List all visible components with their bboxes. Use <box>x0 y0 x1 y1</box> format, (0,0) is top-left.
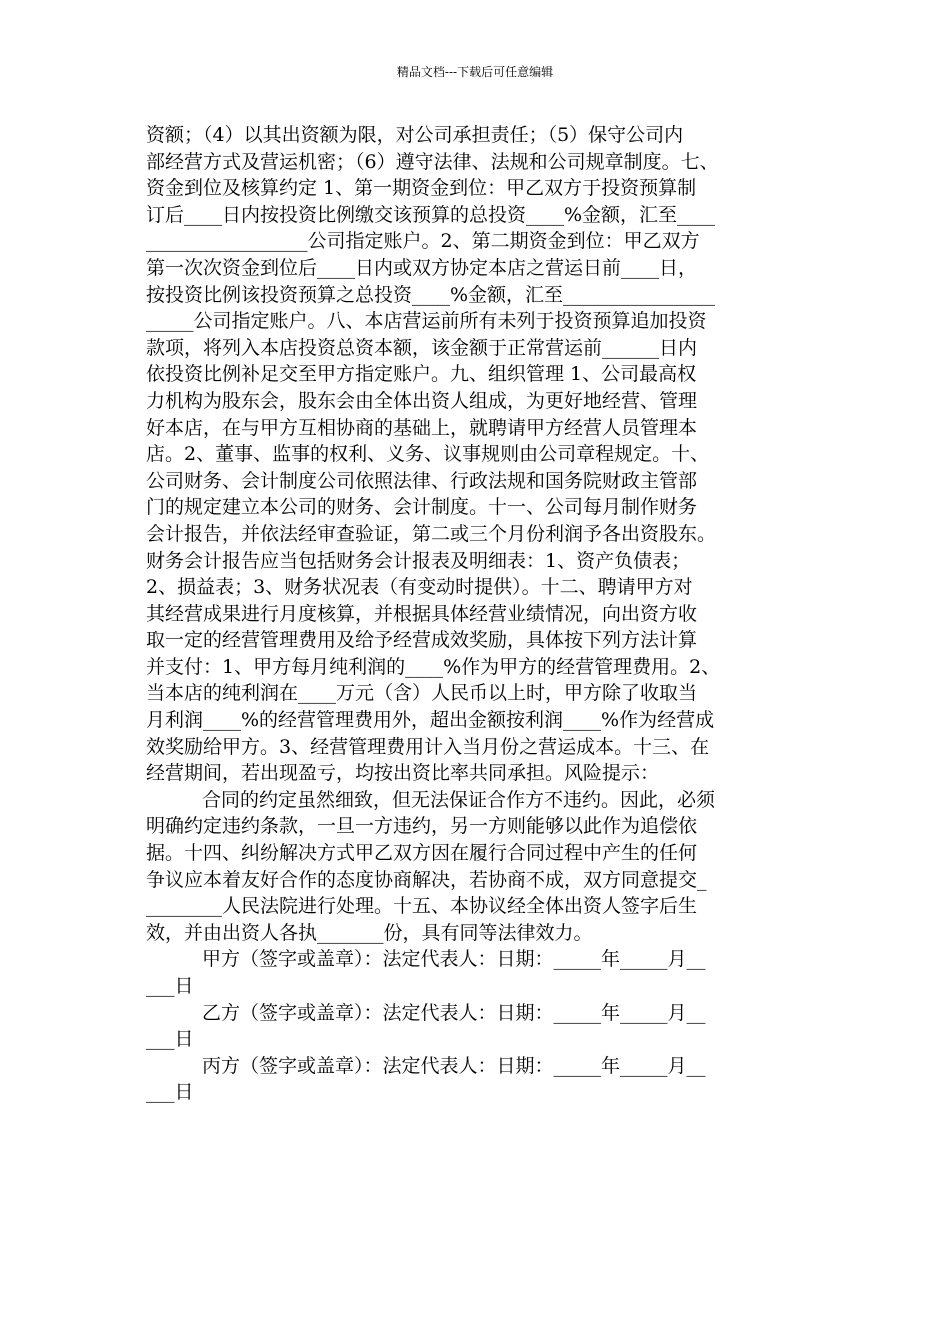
signature-party-b: 乙方（签字或盖章）：法定代表人：日期：_____年_____月__ <box>202 1001 706 1024</box>
text-line: 资金到位及核算约定 1、第一期资金到位：甲乙双方于投资预算制 <box>146 177 697 200</box>
text-line: 会计报告，并依法经审查验证，第二或三个月份利润予各出资股东。 <box>146 522 717 545</box>
risk-paragraph-line: 合同的约定虽然细致，但无法保证合作方不违约。因此，必须 <box>202 788 716 811</box>
signature-party-b-day: ___日 <box>146 1028 194 1051</box>
text-line: 并支付：1、甲方每月纯利润的____%作为甲方的经营管理费用。2、 <box>146 655 721 678</box>
text-line: 经营期间，若出现盈亏，均按出资比率共同承担。风险提示： <box>146 762 660 785</box>
text-line: 公司财务、会计制度公司依照法律、行政法规和国务院财政主管部 <box>146 469 698 492</box>
text-line: 月利润____%的经营管理费用外，超出金额按利润____%作为经营成 <box>146 709 715 732</box>
text-line: 取一定的经营管理费用及给予经营成效奖励，具体按下列方法计算 <box>146 629 698 652</box>
risk-paragraph-line: 效，并由出资人各执_______份，具有同等法律效力。 <box>146 921 593 944</box>
signature-party-a-day: ___日 <box>146 975 194 997</box>
text-line: 资额；（4）以其出资额为限，对公司承担责任；（5）保守公司内 <box>146 124 684 146</box>
text-line: 门的规定建立本公司的财务、会计制度。十一、公司每月制作财务 <box>146 496 698 519</box>
text-line: 订后____日内按投资比例缴交该预算的总投资____%金额，汇至____ <box>146 203 716 226</box>
risk-paragraph-line: ________人民法院进行处理。十五、本协议经全体出资人签字后生 <box>146 895 698 918</box>
text-line: 第一次次资金到位后____日内或双方协定本店之营运日前____日， <box>146 256 698 279</box>
text-line: 当本店的纯利润在____万元（含）人民币以上时，甲方除了收取当 <box>146 682 698 705</box>
page-header: 精品文档---下载后可任意编辑 <box>396 65 554 79</box>
risk-paragraph-line: 据。十四、纠纷解决方式甲乙双方因在履行合同过程中产生的任何 <box>146 842 698 865</box>
text-line: 按投资比例该投资预算之总投资____%金额，汇至________________ <box>146 283 716 306</box>
text-line: 店。2、董事、监事的权利、义务、议事规则由公司章程规定。十、 <box>146 443 710 466</box>
signature-party-c: 丙方（签字或盖章）：法定代表人：日期：_____年_____月__ <box>202 1054 706 1077</box>
text-line: 其经营成果进行月度核算，并根据具体经营业绩情况，向出资方收 <box>146 602 698 625</box>
text-line: 款项，将列入本店投资总资本额，该金额于正常营运前______日内 <box>146 336 698 359</box>
text-line: 2、损益表；3、财务状况表（有变动时提供）。十二、聘请甲方对 <box>146 576 693 599</box>
text-line: 好本店，在与甲方互相协商的基础上，就聘请甲方经营人员管理本 <box>146 416 698 439</box>
text-line: 效奖励给甲方。3、经营管理费用计入当月份之营运成本。十三、在 <box>146 735 710 758</box>
text-line: 力机构为股东会，股东会由全体出资人组成，为更好地经营、管理 <box>146 389 698 412</box>
signature-party-c-day: ___日 <box>146 1081 194 1104</box>
text-line: 依投资比例补足交至甲方指定账户。九、组织管理 1、公司最高权 <box>146 363 697 386</box>
text-line: 部经营方式及营运机密；（6）遵守法律、法规和公司规章制度。七、 <box>146 150 719 173</box>
text-line: _________________公司指定账户。2、第二期资金到位：甲乙双方 <box>146 230 700 253</box>
risk-paragraph-line: 争议应本着友好合作的态度协商解决，若协商不成，双方同意提交_ <box>146 868 707 891</box>
text-line: 财务会计报告应当包括财务会计报表及明细表：1、资产负债表； <box>146 549 691 572</box>
text-line: _____公司指定账户。八、本店营运前所有未列于投资预算追加投资 <box>146 310 707 333</box>
risk-paragraph-line: 明确约定违约条款，一旦一方违约，另一方则能够以此作为追偿依 <box>146 815 698 838</box>
signature-party-a: 甲方（签字或盖章）：法定代表人：日期：_____年_____月__ <box>202 948 706 971</box>
document-body <box>146 122 816 1106</box>
